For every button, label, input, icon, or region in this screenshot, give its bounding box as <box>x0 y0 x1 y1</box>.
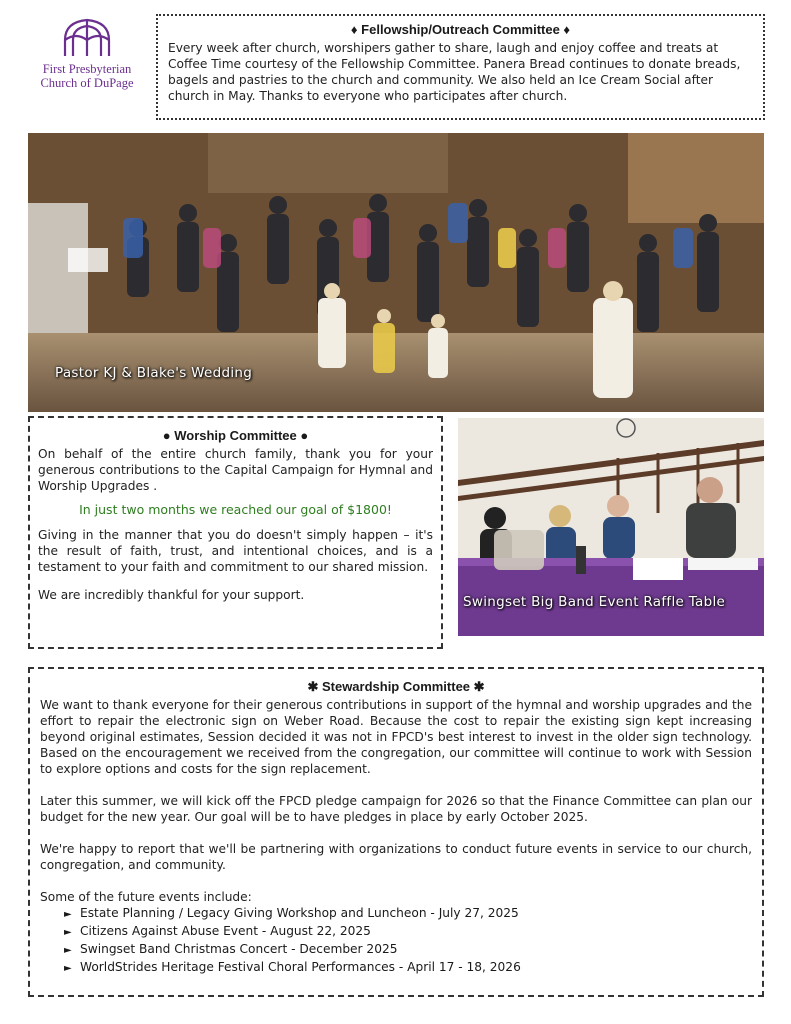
worship-committee-box <box>28 416 443 649</box>
future-events-list <box>40 905 752 977</box>
arrow-right-icon: ► <box>64 909 72 920</box>
event-text: Swingset Band Christmas Concert - December 2025 <box>80 942 398 956</box>
event-text: Citizens Against Abuse Event - August 22, 2025 <box>80 924 371 938</box>
arrow-right-icon: ► <box>64 945 72 956</box>
event-text: WorldStrides Heritage Festival Choral Performances - April 17 - 18, 2026 <box>80 960 521 974</box>
wedding-photo-caption: Pastor KJ & Blake's Wedding <box>55 365 253 381</box>
events-intro: Some of the future events include: <box>40 890 252 904</box>
stewardship-heading: ✱ Stewardship Committee ✱ <box>307 679 485 694</box>
logo-line-1: First Presbyterian <box>42 62 132 76</box>
list-item <box>64 923 752 941</box>
arrow-right-icon: ► <box>64 927 72 938</box>
stewardship-para-3: We're happy to report that we'll be partnering with organizations to conduct future events in service to our church, congregation, and community. <box>40 842 752 872</box>
raffle-table-photo <box>458 418 764 636</box>
fellowship-committee-box <box>156 14 765 120</box>
fellowship-heading: ♦ Fellowship/Outreach Committee ♦ <box>350 22 571 37</box>
stewardship-para-2: Later this summer, we will kick off the FPCD pledge campaign for 2026 so that the Finance Committee can plan our budget for the new year. Our goal will be to have pledges in place by early October 2025. <box>40 794 752 824</box>
wedding-group-photo <box>28 133 764 412</box>
arrow-right-icon: ► <box>64 963 72 974</box>
worship-goal: In just two months we reached our goal of $1800! <box>79 502 392 517</box>
worship-heading: ● Worship Committee ● <box>162 428 309 443</box>
stewardship-para-1: We want to thank everyone for their generous contributions in support of the hymnal and worship upgrades and the effort to repair the electronic sign on Weber Road. Because the cost to repair the existing sign kept increasing beyond original estimates, Session decided it was not in FPCD's best interest to invest in the older sign technology. Based on the encouragement we received from the congregation, our committee will continue to work with Session to explore options and costs for the sign replacement. <box>40 698 752 776</box>
worship-para-1: On behalf of the entire church family, thank you for your generous contributions to the Capital Campaign for Hymnal and Worship Upgrades . <box>38 447 433 493</box>
list-item <box>64 959 752 977</box>
fellowship-body: Every week after church, worshipers gather to share, laugh and enjoy coffee and treats at Coffee Time courtesy of the Fellowship Committee. Panera Bread continues to donate breads, bagels and pastries to the church and community. We also held an Ice Cream Social after church in May. Thanks to everyone who participates after church. <box>168 41 741 103</box>
stewardship-committee-box <box>28 667 764 997</box>
worship-para-2: Giving in the manner that you do doesn't simply happen – it's the result of faith, trust, and intentional choices, and is a testament to your faith and commitment to our shared mission. <box>38 528 433 574</box>
church-logo <box>28 14 146 98</box>
worship-para-3: We are incredibly thankful for your support. <box>38 588 305 602</box>
event-text: Estate Planning / Legacy Giving Workshop and Luncheon - July 27, 2025 <box>80 906 519 920</box>
list-item <box>64 905 752 923</box>
logo-line-2: Church of DuPage <box>40 76 134 90</box>
raffle-photo-caption: Swingset Big Band Event Raffle Table <box>463 594 726 610</box>
list-item <box>64 941 752 959</box>
church-arches-icon <box>59 18 115 58</box>
